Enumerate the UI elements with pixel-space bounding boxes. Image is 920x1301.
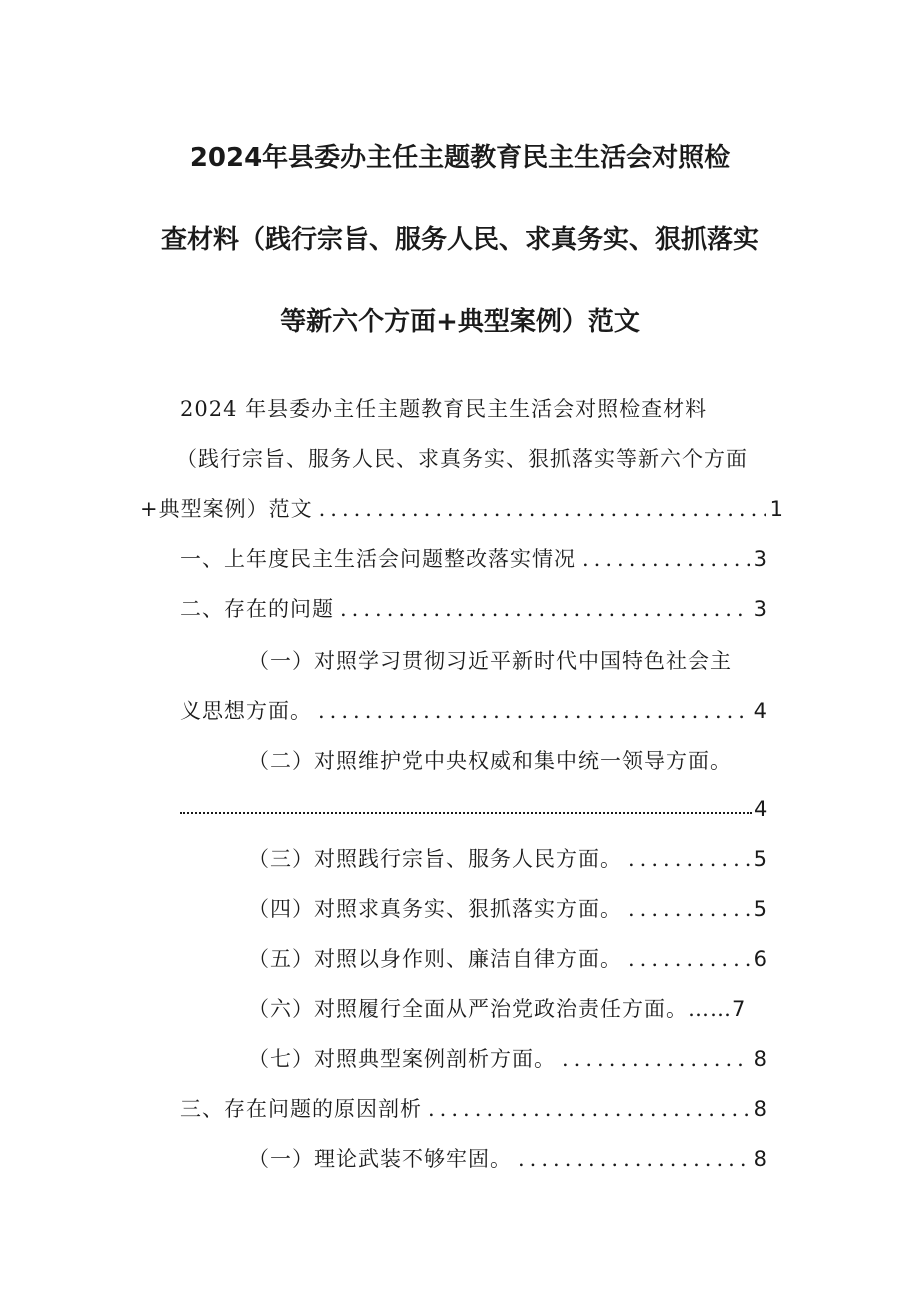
toc-dot-leader [319, 494, 766, 524]
toc-page-number: 6 [753, 947, 767, 971]
toc-dot-leader [628, 894, 750, 924]
toc-dot-leader [562, 1044, 750, 1074]
toc-page-number: 8 [753, 1047, 767, 1071]
toc-label: （五）对照以身作则、廉洁自律方面。 [248, 947, 622, 971]
toc-label: 义思想方面。 [180, 699, 312, 723]
toc-dot-leader [582, 544, 750, 574]
toc-page-number: 5 [753, 847, 767, 871]
toc-item[interactable] [180, 544, 767, 574]
toc-page-number: 5 [753, 897, 767, 921]
toc-dot-leader [628, 944, 750, 974]
toc-entry-title-line-3[interactable] [140, 494, 783, 524]
document-title-line-2: 查材料（践行宗旨、服务人民、求真务实、狠抓落实 [160, 225, 759, 255]
toc-item[interactable] [248, 944, 767, 974]
toc-label: 一、上年度民主生活会问题整改落实情况 [180, 547, 576, 571]
toc-page-number: 3 [753, 597, 767, 621]
toc-label: 三、存在问题的原因剖析 [180, 1097, 422, 1121]
toc-label: （三）对照践行宗旨、服务人民方面。 [248, 847, 622, 871]
toc-page-number: 1 [769, 497, 783, 521]
toc-label: 二、存在的问题 [180, 597, 334, 621]
toc-item[interactable] [180, 594, 767, 624]
toc-item[interactable] [248, 1044, 767, 1074]
toc-page-number: 4 [754, 797, 768, 821]
toc-dot-leader [318, 696, 750, 726]
toc-item[interactable] [248, 844, 767, 874]
toc-page-number: 8 [753, 1147, 767, 1171]
toc-page-number: 8 [753, 1097, 767, 1121]
toc-item[interactable] [180, 1094, 767, 1124]
toc-item[interactable] [248, 1144, 767, 1174]
toc-dot-leader [428, 1094, 750, 1124]
toc-entry-title-line-1[interactable]: 2024 年县委办主任主题教育民主生活会对照检查材料 [180, 397, 708, 421]
toc-label: +典型案例）范文 [140, 497, 313, 521]
toc-page-number: 4 [753, 699, 767, 723]
toc-dot-leader [518, 1144, 750, 1174]
toc-label: （四）对照求真务实、狠抓落实方面。 [248, 897, 622, 921]
toc-item[interactable] [248, 994, 746, 1024]
toc-label: （六）对照履行全面从严治党政治责任方面。…… [248, 997, 732, 1021]
toc-entry-title-line-2[interactable]: （践行宗旨、服务人民、求真务实、狠抓落实等新六个方面 [176, 447, 748, 471]
toc-dot-leader [628, 844, 750, 874]
toc-item[interactable] [180, 696, 767, 726]
toc-page-number: 7 [732, 997, 747, 1021]
toc-label: （一）理论武装不够牢固。 [248, 1147, 512, 1171]
toc-dot-leader [340, 594, 750, 624]
document-title-line-1: 2024年县委办主任主题教育民主生活会对照检 [189, 143, 731, 173]
toc-item-line-1[interactable]: （二）对照维护党中央权威和集中统一领导方面。 [248, 749, 732, 773]
document-title-line-3: 等新六个方面+典型案例）范文 [280, 307, 640, 337]
toc-item[interactable] [248, 894, 767, 924]
toc-page-number: 3 [753, 547, 767, 571]
toc-item-line-1[interactable]: （一）对照学习贯彻习近平新时代中国特色社会主 [248, 649, 732, 673]
toc-label: （七）对照典型案例剖析方面。 [248, 1047, 556, 1071]
toc-dot-leader [180, 812, 752, 814]
